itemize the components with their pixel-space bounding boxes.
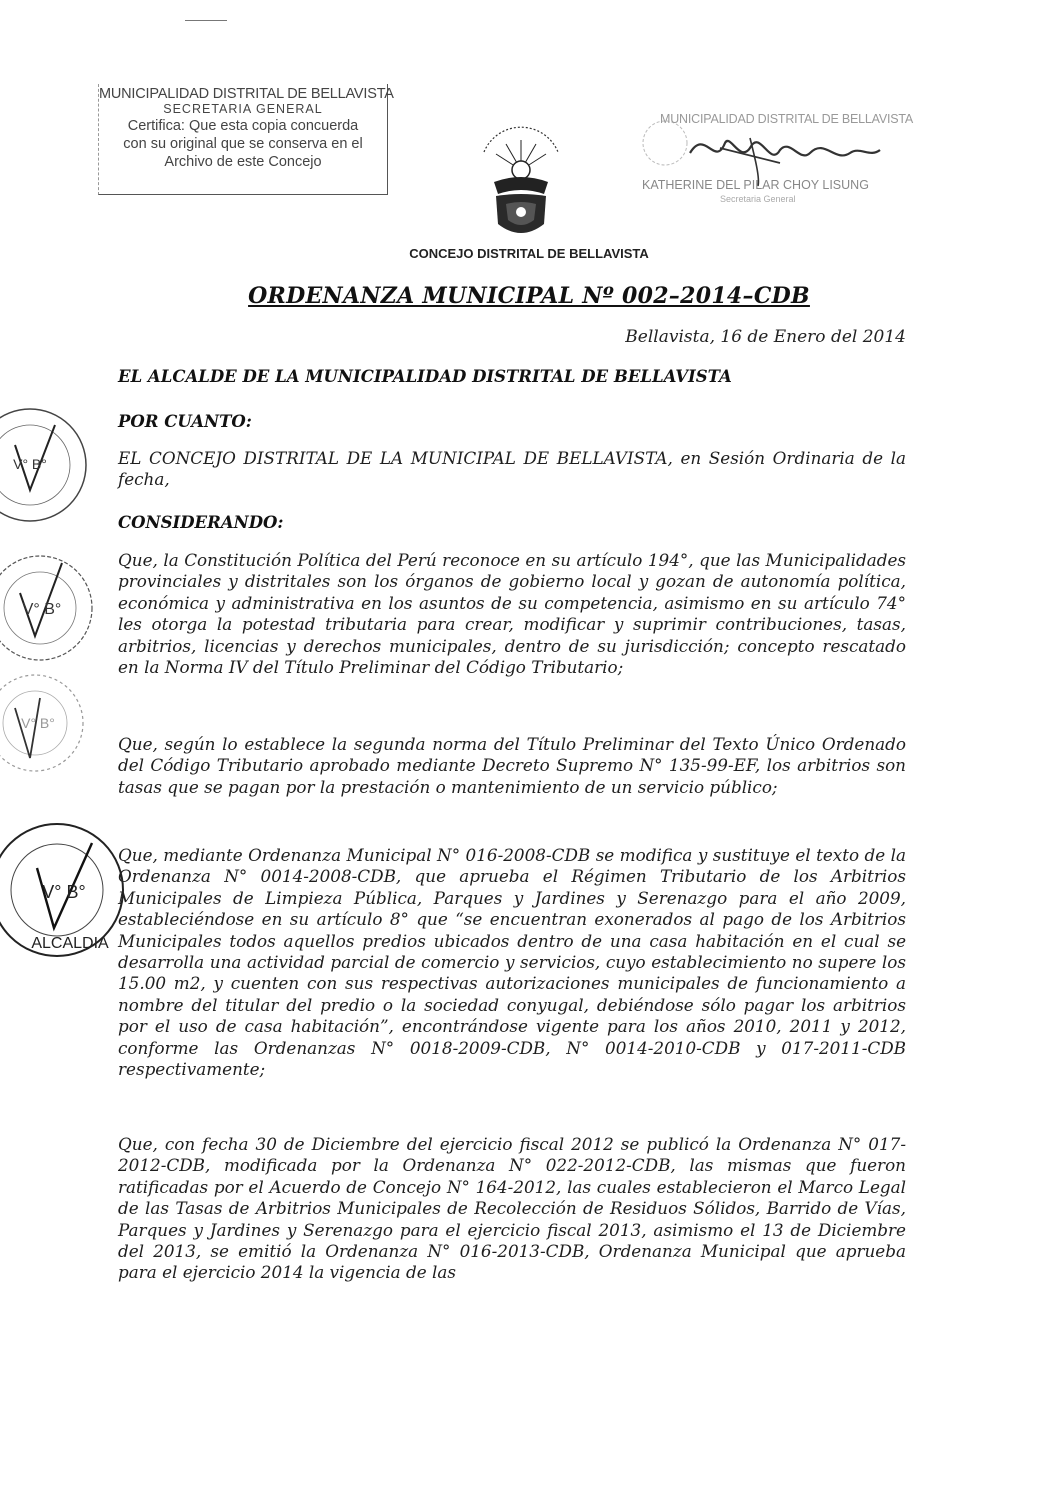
certification-stamp bbox=[98, 84, 394, 195]
signature-role: Secretaria General bbox=[720, 194, 796, 204]
heading-considerando: CONSIDERANDO: bbox=[118, 513, 284, 532]
vb4-bottom: ALCALDIA bbox=[31, 935, 109, 952]
signature-name: KATHERINE DEL PILAR CHOY LISUNG bbox=[642, 178, 869, 192]
heading-por-cuanto: POR CUANTO: bbox=[118, 412, 252, 431]
vb-stamp-2 bbox=[0, 548, 110, 668]
vb4-center: V° B° bbox=[42, 882, 86, 902]
document-date: Bellavista, 16 de Enero del 2014 bbox=[625, 327, 906, 347]
cert-line-4: con su original que se conserva en el bbox=[123, 136, 363, 152]
heading-alcalde: EL ALCALDE DE LA MUNICIPALIDAD DISTRITAL DE BELLAVISTA bbox=[118, 367, 732, 386]
vb1-center: V° B° bbox=[13, 456, 47, 472]
council-heading: CONCEJO DISTRITAL DE BELLAVISTA bbox=[409, 246, 649, 261]
signature-stamp-title: MUNICIPALIDAD DISTRITAL DE BELLAVISTA bbox=[660, 112, 914, 126]
scan-mark bbox=[185, 20, 227, 21]
vb-stamp-gerencia bbox=[0, 405, 100, 525]
paragraph-2: Que, según lo establece la segunda norma del Título Preliminar del Texto Único Ordenado del Código Tributario aprobado mediante Decreto Supremo N° 135-99-EF, los arbitrios son tasas que se pagan por la prestación o mantenimiento de un servicio público; bbox=[118, 734, 906, 797]
municipal-crest-icon bbox=[466, 112, 576, 242]
vb-stamp-3 bbox=[0, 668, 100, 778]
paragraph-1: Que, la Constitución Política del Perú reconoce en su artículo 194°, que las Municipalidades provinciales y distritales son los órganos de gobierno local y gozan de autonomía política, económica y administrativa en los asuntos de su competencia, asimismo en su artículo 74° les otorga la potestad tributaria para crear, modificar y suprimir contribuciones, tasas, arbitrios, licencias y derechos municipales, dentro de su jurisdicción; concepto rescatado en la Norma IV del Título Preliminar del Código Tributario; bbox=[118, 550, 906, 678]
signature-stamp bbox=[630, 108, 914, 213]
document-title: ORDENANZA MUNICIPAL Nº 002–2014–CDB bbox=[248, 283, 810, 309]
cert-line-2: SECRETARIA GENERAL bbox=[163, 102, 323, 116]
paragraph-concejo: EL CONCEJO DISTRITAL DE LA MUNICIPAL DE BELLAVISTA, en Sesión Ordinaria de la fecha, bbox=[118, 448, 906, 490]
paragraph-4: Que, con fecha 30 de Diciembre del ejercicio fiscal 2012 se publicó la Ordenanza N° 017-2012-CDB, modificada por la Ordenanza N° 022-2012-CDB, las mismas que fueron ratificadas por el Acuerdo de Concejo N° 164-2012, las cuales establecieron el Marco Legal de las Tasas de Arbitrios Municipales de Recolección de Residuos Sólidos, Barrido de Vías, Parques y Jardines y Serenazgo para el ejercicio fiscal 2013, asimismo el 13 de Diciembre del 2013, se emitió la Ordenanza N° 016-2013-CDB, Ordenanza Municipal que aprueba para el ejercicio 2014 la vigencia de las bbox=[118, 1134, 906, 1283]
vb2-center: V° B° bbox=[22, 601, 62, 618]
paragraph-3: Que, mediante Ordenanza Municipal N° 016-2008-CDB se modifica y sustituye el texto de la Ordenanza N° 0014-2008-CDB, que aprueba el Régimen Tributario de los Arbitrios Municipales de Limpieza Pública, Parques y Jardines y Serenazgo para el año 2009, estableciéndose en su artículo 8° que “se encuentran exonerados al pago de los Arbitrios Municipales todos aquellos predios ubicados dentro de una casa habitación en el cual se desarrolla una actividad parcial de comercio y servicios, cuyo establecimiento no supere los 15.00 m2, y cuenten con sus respectivas autorizaciones municipales de funcionamiento a nombre del titular del predio o la sociedad conyugal, debiéndose sólo pagar los arbitrios por el uso de casa habitación”, encontrándose vigente para los años 2010, 2011 y 2012, conforme las Ordenanzas N° 0018-2009-CDB, N° 0014-2010-CDB y 017-2011-CDB respectivamente; bbox=[118, 845, 906, 1080]
cert-line-5: Archivo de este Concejo bbox=[164, 154, 322, 170]
vb-stamp-alcaldia bbox=[0, 818, 142, 978]
cert-line-3: Certifica: Que esta copia concuerda bbox=[127, 118, 359, 134]
cert-line-1: MUNICIPALIDAD DISTRITAL DE BELLAVISTA bbox=[99, 86, 394, 102]
vb3-center: V° B° bbox=[21, 715, 55, 731]
